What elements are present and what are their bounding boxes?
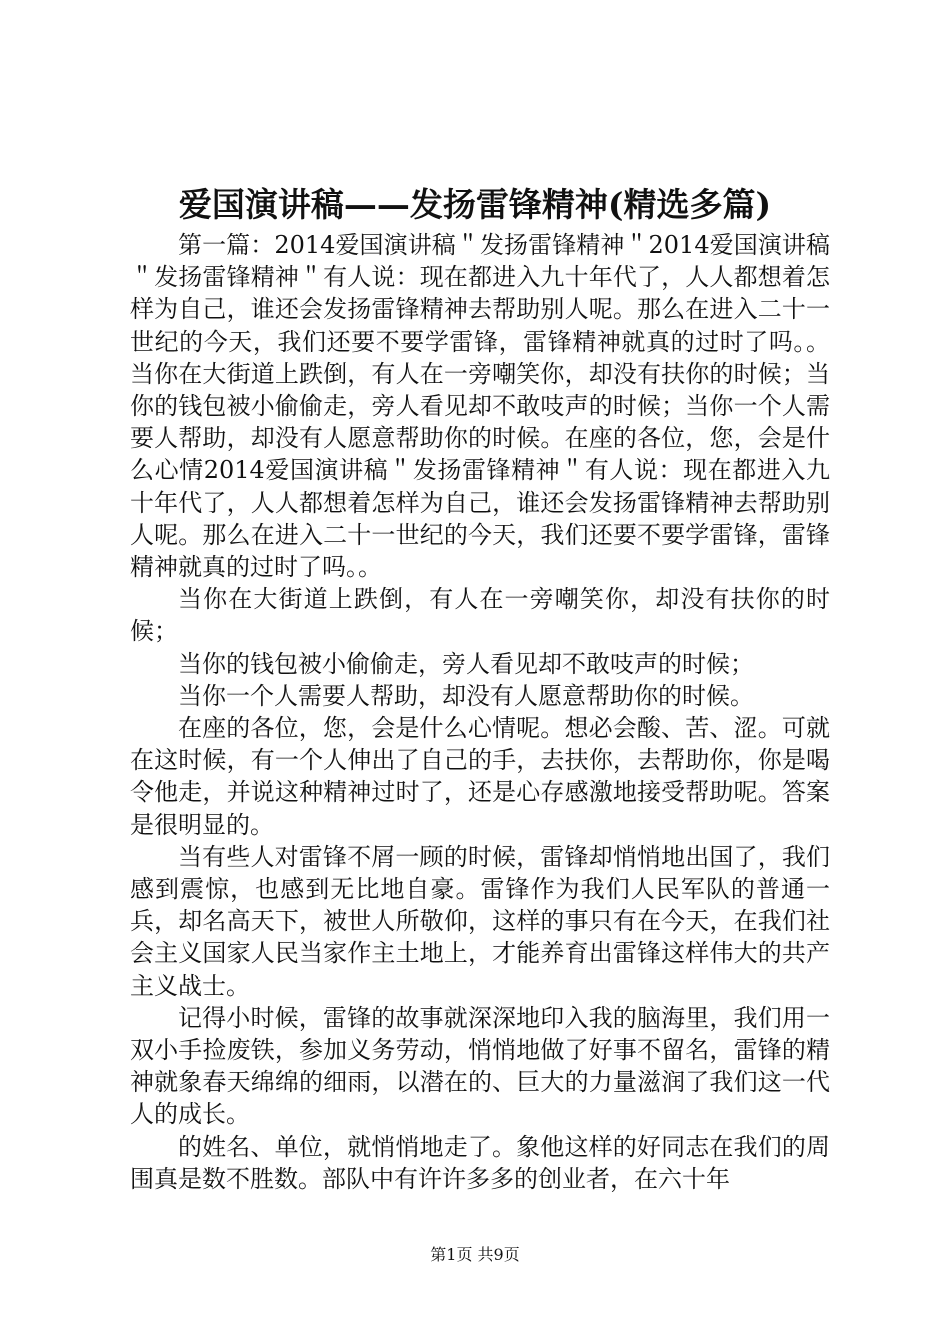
- paragraph: 当你的钱包被小偷偷走，旁人看见却不敢吱声的时候；: [178, 649, 754, 678]
- paragraph: 记得小时候，雷锋的故事就深深地印入我的脑海里，我们用一双小手捡废铁，参加义务劳动，悄悄地做了好事不留名，雷锋的精神就象春天绵绵的细雨，以潜在的、巨大的力量滋润了我们这一代人的成长。: [130, 1003, 830, 1129]
- page-number-footer: 第1页 共9页: [430, 1245, 520, 1264]
- paragraph: 当有些人对雷锋不屑一顾的时候，雷锋却悄悄地出国了，我们感到震惊，也感到无比地自豪。雷锋作为我们人民军队的普通一兵，却名高天下，被世人所敬仰，这样的事只有在今天，在我们社会主义国家人民当家作主土地上，才能养育出雷锋这样伟大的共产主义战士。: [130, 842, 830, 1000]
- paragraph: 当你在大街道上跌倒，有人在一旁嘲笑你，却没有扶你的时候；: [130, 585, 830, 646]
- paragraph: 在座的各位，您，会是什么心情呢。想必会酸、苦、涩。可就在这时候，有一个人伸出了自己的手，去扶你，去帮助你，你是喝令他走，并说这种精神过时了，还是心存感激地接受帮助呢。答案是很明显的。: [130, 714, 830, 839]
- document-body: [130, 229, 830, 1195]
- document-title: 爱国演讲稿——发扬雷锋精神(精选多篇): [178, 185, 772, 224]
- paragraph: 第一篇：2014爱国演讲稿＂发扬雷锋精神＂2014爱国演讲稿＂发扬雷锋精神＂有人说：现在都进入九十年代了，人人都想着怎样为自己，谁还会发扬雷锋精神去帮助别人呢。那么在进入二十一世纪的今天，我们还要不要学雷锋，雷锋精神就真的过时了吗。。当你在大街道上跌倒，有人在一旁嘲笑你，却没有扶你的时候；当你的钱包被小偷偷走，旁人看见却不敢吱声的时候；当你一个人需要人帮助，却没有人愿意帮助你的时候。在座的各位，您，会是什么心情2014爱国演讲稿＂发扬雷锋精神＂有人说：现在都进入九十年代了，人人都想着怎样为自己，谁还会发扬雷锋精神去帮助别人呢。那么在进入二十一世纪的今天，我们还要不要学雷锋，雷锋精神就真的过时了吗。。: [130, 231, 830, 582]
- paragraph: 的姓名、单位，就悄悄地走了。象他这样的好同志在我们的周围真是数不胜数。部队中有许许多多的创业者，在六十年: [130, 1132, 830, 1193]
- paragraph: 当你一个人需要人帮助，却没有人愿意帮助你的时候。: [178, 681, 754, 710]
